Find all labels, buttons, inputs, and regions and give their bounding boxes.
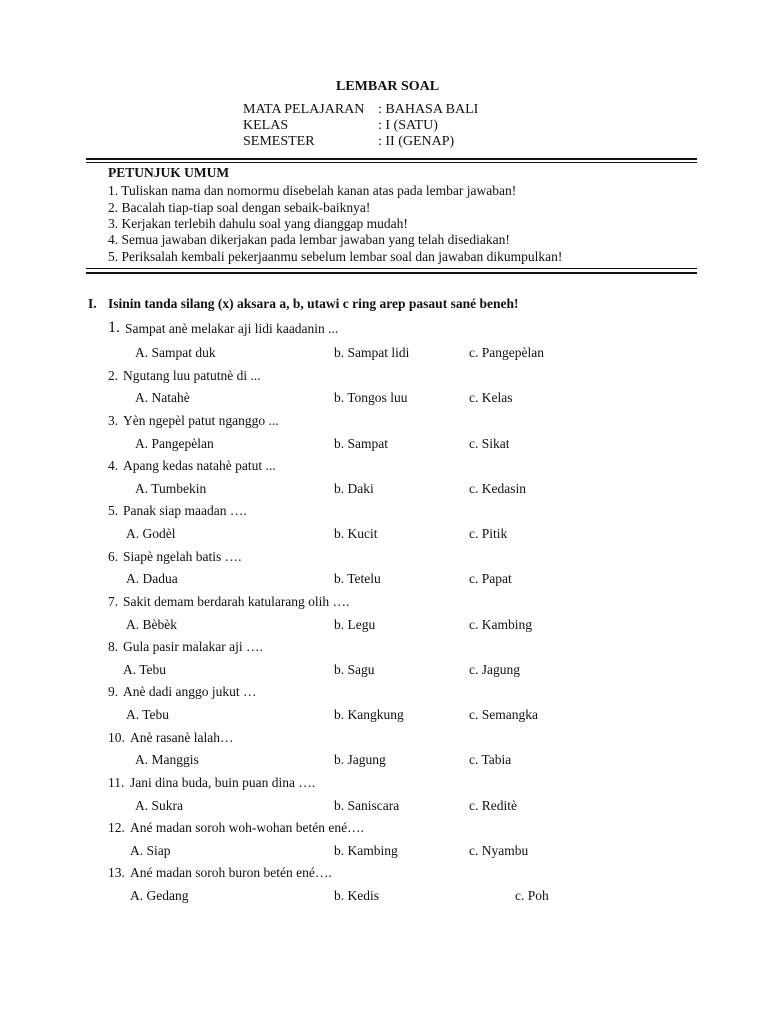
option-b[interactable]: b. Legu — [334, 617, 376, 632]
option-a[interactable]: A. Tebu — [126, 707, 170, 722]
header-label-class: KELAS — [243, 118, 289, 133]
option-b[interactable]: b. Daki — [334, 481, 374, 496]
option-b[interactable]: b. Sagu — [334, 662, 375, 677]
question-number: 4. — [108, 458, 119, 473]
section-heading: Isinin tanda silang (x) aksara a, b, utawi c ring arep pasaut sané beneh! — [108, 296, 519, 311]
question-text: Yèn ngepèl patut nganggo ... — [123, 413, 279, 428]
option-a[interactable]: A. Siap — [130, 843, 171, 858]
option-c[interactable]: c. Nyambu — [469, 843, 529, 858]
question-text: Gula pasir malakar aji …. — [123, 639, 263, 654]
question-text: Anè dadi anggo jukut … — [123, 684, 257, 699]
question-text: Siapè ngelah batis …. — [123, 549, 242, 564]
option-a[interactable]: A. Tumbekin — [135, 481, 207, 496]
option-c[interactable]: c. Reditè — [469, 798, 517, 813]
option-b[interactable]: b. Tetelu — [334, 571, 381, 586]
option-b[interactable]: b. Kucit — [334, 526, 378, 541]
question-number: 11. — [108, 775, 125, 790]
question-number: 13. — [108, 865, 125, 880]
question-number: 9. — [108, 684, 119, 699]
top-rule-thin — [86, 162, 697, 163]
option-c[interactable]: c. Pangepèlan — [469, 345, 544, 360]
question-text: Anè rasanè lalah… — [130, 730, 234, 745]
option-a[interactable]: A. Godèl — [126, 526, 176, 541]
question-text: Ané madan soroh woh-wohan betén ené…. — [130, 820, 364, 835]
option-a[interactable]: A. Sukra — [135, 798, 183, 813]
option-b[interactable]: b. Sampat lidi — [334, 345, 410, 360]
header-label-semester: SEMESTER — [243, 134, 315, 149]
question-text: Jani dina buda, buin puan dina …. — [130, 775, 316, 790]
option-b[interactable]: b. Kambing — [334, 843, 398, 858]
instructions-heading: PETUNJUK UMUM — [108, 165, 230, 180]
question-number: 1. — [108, 319, 120, 336]
option-b[interactable]: b. Jagung — [334, 752, 386, 767]
option-c[interactable]: c. Pitik — [469, 526, 508, 541]
question-number: 7. — [108, 594, 119, 609]
option-a[interactable]: A. Tebu — [123, 662, 167, 677]
option-b[interactable]: b. Saniscara — [334, 798, 400, 813]
option-b[interactable]: b. Kangkung — [334, 707, 404, 722]
header-label-subject: MATA PELAJARAN — [243, 102, 365, 117]
option-a[interactable]: A. Dadua — [126, 571, 178, 586]
bottom-rule-thin — [86, 268, 697, 269]
page-title: LEMBAR SOAL — [336, 79, 440, 94]
instruction-item: 1. Tuliskan nama dan nomormu disebelah kanan atas pada lembar jawaban! — [108, 183, 517, 198]
question-text: Panak siap maadan …. — [123, 503, 247, 518]
option-a[interactable]: A. Sampat duk — [135, 345, 216, 360]
option-a[interactable]: A. Manggis — [135, 752, 199, 767]
option-a[interactable]: A. Natahè — [135, 390, 190, 405]
question-number: 10. — [108, 730, 125, 745]
header-value-class: : I (SATU) — [378, 118, 438, 133]
option-b[interactable]: b. Tongos luu — [334, 390, 408, 405]
instruction-item: 3. Kerjakan terlebih dahulu soal yang dianggap mudah! — [108, 216, 408, 231]
question-number: 5. — [108, 503, 119, 518]
question-text: Sakit demam berdarah katularang olih …. — [123, 594, 350, 609]
top-rule-thick — [86, 158, 697, 160]
question-number: 8. — [108, 639, 119, 654]
option-a[interactable]: A. Gedang — [130, 888, 189, 903]
question-number: 6. — [108, 549, 119, 564]
question-text: Apang kedas natahè patut ... — [123, 458, 276, 473]
option-c[interactable]: c. Semangka — [469, 707, 538, 722]
option-c[interactable]: c. Kelas — [469, 390, 513, 405]
section-numeral: I. — [88, 296, 97, 311]
option-c[interactable]: c. Kambing — [469, 617, 532, 632]
question-number: 3. — [108, 413, 119, 428]
instruction-item: 4. Semua jawaban dikerjakan pada lembar jawaban yang telah disediakan! — [108, 232, 510, 247]
option-c[interactable]: c. Sikat — [469, 436, 510, 451]
question-text: Ané madan soroh buron betén ené…. — [130, 865, 332, 880]
bottom-rule-thick — [86, 272, 697, 274]
question-number: 12. — [108, 820, 125, 835]
instruction-item: 2. Bacalah tiap-tiap soal dengan sebaik-baiknya! — [108, 200, 371, 215]
option-b[interactable]: b. Sampat — [334, 436, 388, 451]
option-c[interactable]: c. Kedasin — [469, 481, 526, 496]
option-a[interactable]: A. Pangepèlan — [135, 436, 214, 451]
option-c[interactable]: c. Jagung — [469, 662, 520, 677]
option-c[interactable]: c. Papat — [469, 571, 512, 586]
header-value-subject: : BAHASA BALI — [378, 102, 479, 117]
option-a[interactable]: A. Bèbèk — [126, 617, 177, 632]
question-text: Sampat anè melakar aji lidi kaadanin ... — [125, 321, 339, 336]
header-value-semester: : II (GENAP) — [378, 134, 455, 149]
question-number: 2. — [108, 368, 119, 383]
option-c[interactable]: c. Poh — [515, 888, 549, 903]
option-c[interactable]: c. Tabia — [469, 752, 512, 767]
option-b[interactable]: b. Kedis — [334, 888, 379, 903]
instruction-item: 5. Periksalah kembali pekerjaanmu sebelum lembar soal dan jawaban dikumpulkan! — [108, 249, 563, 264]
question-text: Ngutang luu patutnè di ... — [123, 368, 261, 383]
